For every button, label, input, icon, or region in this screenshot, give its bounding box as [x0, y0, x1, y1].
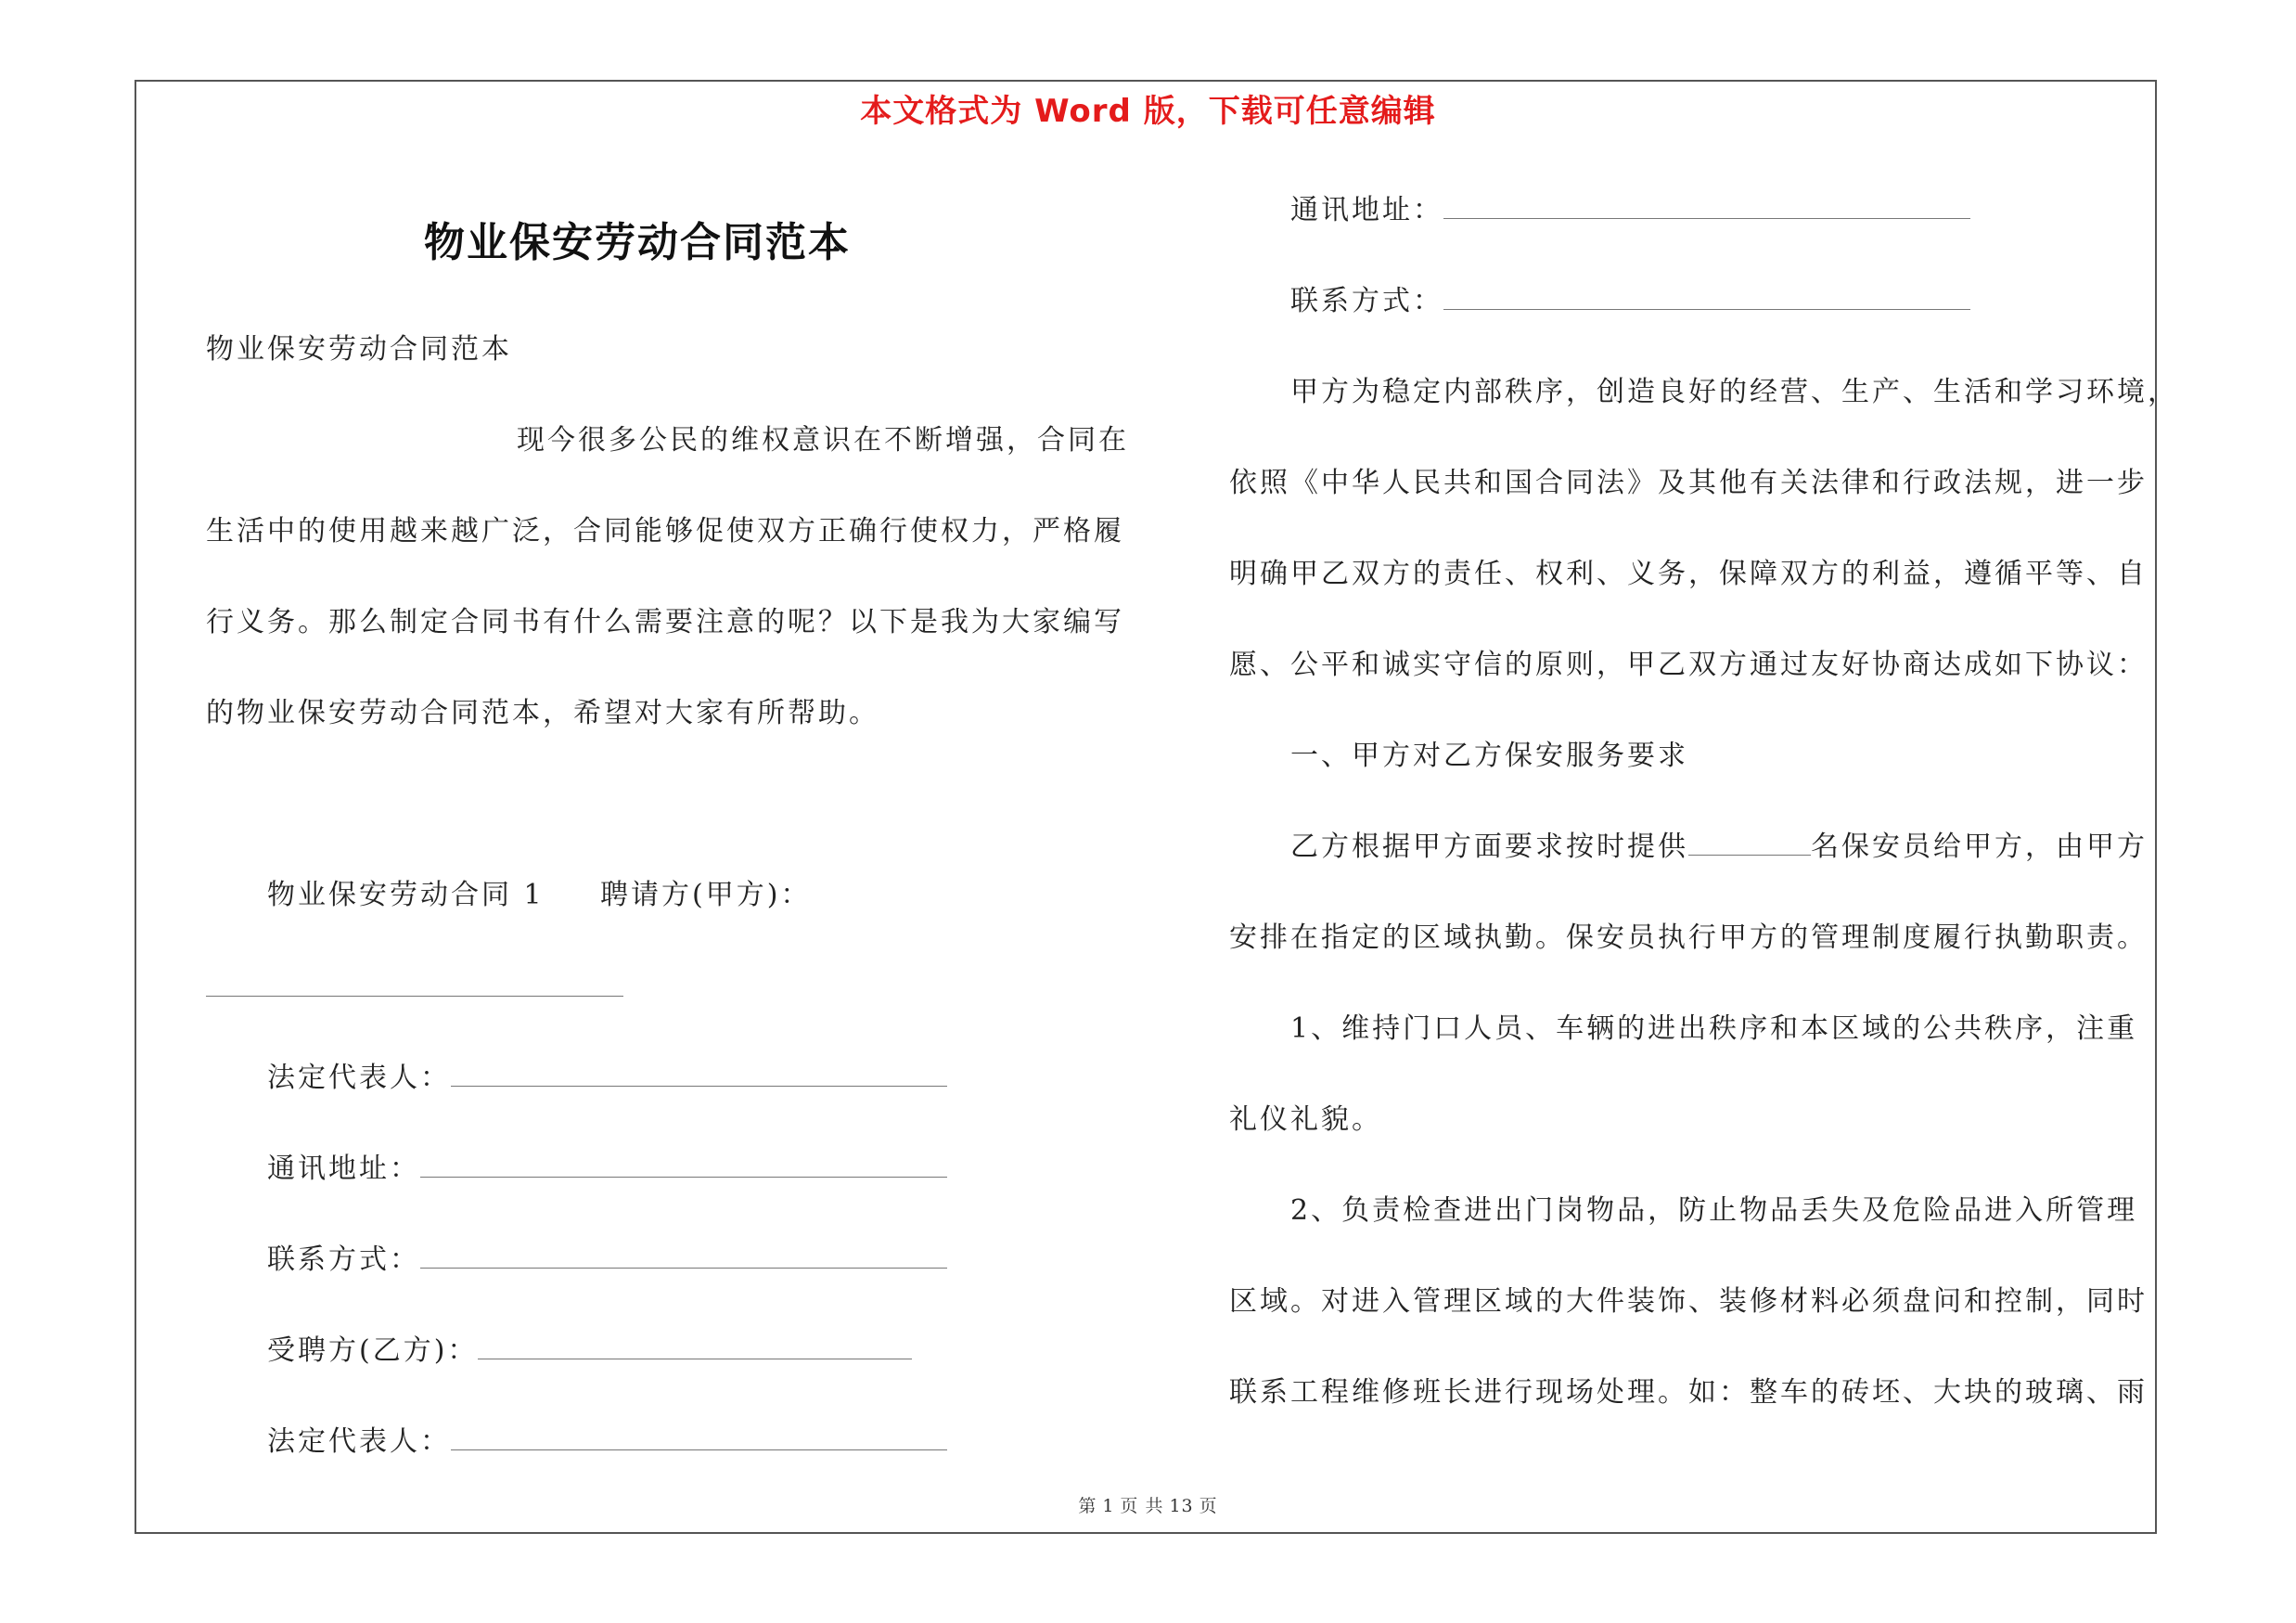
para2-line-2: 安排在指定的区域执勤。保安员执行甲方的管理制度履行执勤职责。	[1229, 921, 2148, 954]
para1-line-1: 甲方为稳定内部秩序，创造良好的经营、生产、生活和学习环境，	[1290, 376, 2178, 408]
field-label: 联系方式：	[267, 1243, 420, 1276]
footer-prefix: 第	[1078, 1496, 1097, 1516]
item2-line-2: 区域。对进入管理区域的大件装饰、装修材料必须盘问和控制，同时	[1229, 1285, 2148, 1318]
para1-line-3: 明确甲乙双方的责任、权利、义务，保障双方的利益，遵循平等、自	[1229, 558, 2148, 590]
item2-line-3: 联系工程维修班长进行现场处理。如：整车的砖坯、大块的玻璃、雨	[1229, 1376, 2148, 1409]
contract-heading: 物业保安劳动合同 1	[267, 879, 545, 911]
intro-line-1: 现今很多公民的维权意识在不断增强，合同在	[517, 424, 1129, 457]
section-heading-1: 一、甲方对乙方保安服务要求	[1290, 740, 1688, 772]
employer-blank	[206, 996, 623, 997]
employer-label: 聘请方(甲方)：	[600, 879, 812, 911]
field-label: 通讯地址：	[267, 1153, 420, 1185]
intro-line-4: 的物业保安劳动合同范本，希望对大家有所帮助。	[206, 697, 879, 729]
fill-blank	[1443, 194, 1970, 219]
subtitle: 物业保安劳动合同范本	[206, 333, 512, 366]
field-label: 法定代表人：	[267, 1425, 451, 1458]
item1-line-2: 礼仪礼貌。	[1229, 1103, 1382, 1136]
field-label: 受聘方(乙方)：	[267, 1334, 479, 1367]
para2-start: 乙方根据甲方面要求按时提供	[1290, 831, 1688, 863]
field-contact	[267, 1242, 947, 1279]
fill-blank	[451, 1062, 947, 1087]
field-label: 法定代表人：	[267, 1062, 451, 1094]
page-number-footer	[0, 1492, 2296, 1517]
item2-line-1: 2、负责检查进出门岗物品，防止物品丢失及危险品进入所管理	[1290, 1194, 2138, 1227]
para1-line-4: 愿、公平和诚实守信的原则，甲乙双方通过友好协商达成如下协议：	[1229, 649, 2148, 681]
footer-middle: 页 共	[1120, 1496, 1164, 1516]
fill-blank	[420, 1153, 947, 1178]
para2-mid: 名保安员给甲方，由甲方	[1811, 831, 2148, 863]
fill-blank	[420, 1243, 947, 1269]
footer-suffix: 页	[1199, 1496, 1218, 1516]
guard-count-blank	[1688, 831, 1811, 856]
current-page: 1	[1102, 1496, 1115, 1516]
fill-blank	[1443, 285, 1970, 310]
field-contact-b	[1290, 283, 1970, 320]
intro-line-2: 生活中的使用越来越广泛，合同能够促使双方正确行使权力，严格履	[206, 515, 1124, 547]
field-legal-rep-2	[267, 1423, 947, 1461]
field-employee	[267, 1333, 912, 1370]
para2-line-1	[1290, 829, 2148, 866]
format-banner: 本文格式为 Word 版，下载可任意编辑	[860, 93, 1436, 130]
intro-line-3: 行义务。那么制定合同书有什么需要注意的呢？以下是我为大家编写	[206, 606, 1124, 638]
field-legal-rep	[267, 1060, 947, 1097]
item1-line-1: 1、维持门口人员、车辆的进出秩序和本区域的公共秩序，注重	[1290, 1012, 2138, 1045]
document-title: 物业保安劳动合同范本	[424, 219, 851, 266]
field-address-b	[1290, 192, 1970, 229]
fill-blank	[478, 1334, 912, 1359]
field-label: 联系方式：	[1290, 285, 1443, 317]
total-pages: 13	[1169, 1496, 1194, 1516]
para1-line-2: 依照《中华人民共和国合同法》及其他有关法律和行政法规，进一步	[1229, 467, 2148, 499]
field-address	[267, 1151, 947, 1188]
field-label: 通讯地址：	[1290, 194, 1443, 226]
fill-blank	[451, 1425, 947, 1450]
